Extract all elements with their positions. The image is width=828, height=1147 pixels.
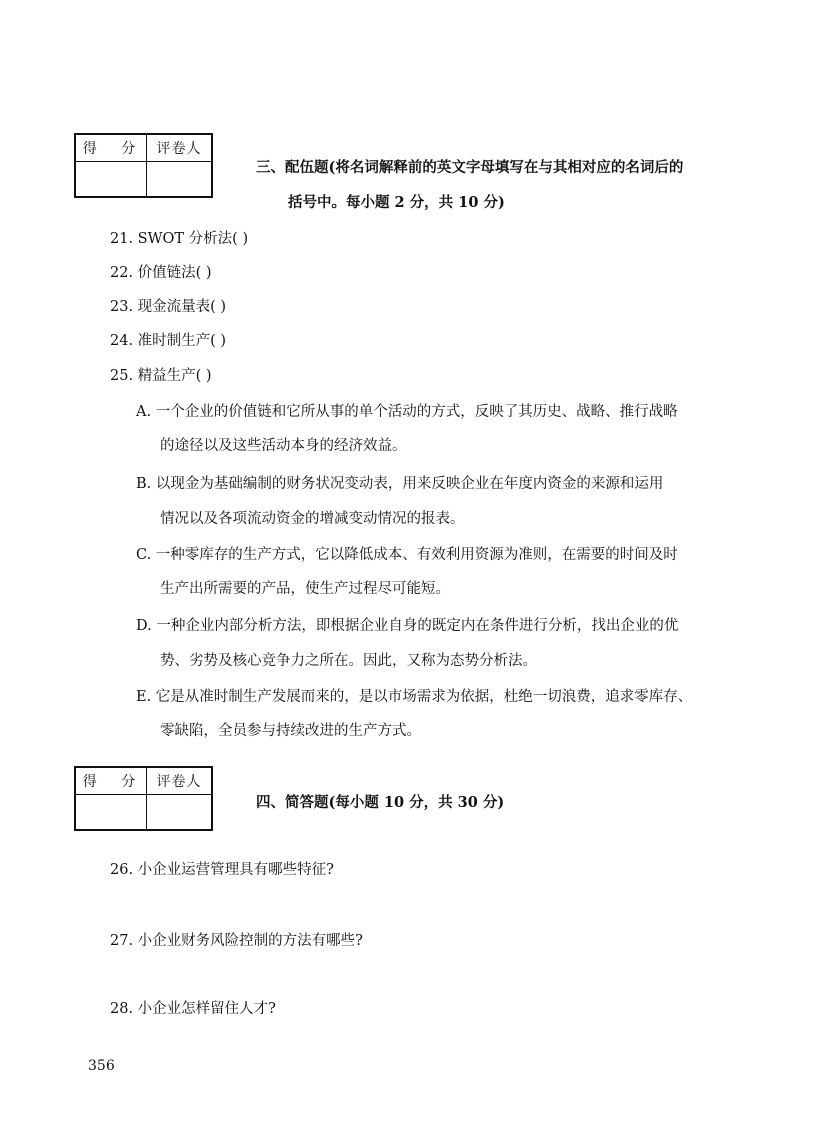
score-cell — [75, 795, 147, 831]
question-28: 28. 小企业怎样留住人才? — [110, 1001, 276, 1017]
section3-title-line2: 括号中。每小题 2 分，共 10 分) — [288, 194, 505, 211]
score-header: 得 分 — [75, 767, 147, 795]
option-a-line2: 的途径以及这些活动本身的经济效益。 — [160, 438, 407, 454]
question-25: 25. 精益生产( ) — [110, 368, 212, 384]
option-d-line1: D. 一种企业内部分析方法，即根据企业自身的既定内在条件进行分析，找出企业的优 — [136, 618, 679, 634]
section4-title: 四、简答题(每小题 10 分，共 30 分) — [256, 794, 505, 811]
grader-header: 评卷人 — [147, 767, 213, 795]
option-b-line2: 情况以及各项流动资金的增减变动情况的报表。 — [160, 511, 465, 527]
score-box-section3 — [74, 133, 213, 198]
option-e-line1: E. 它是从准时制生产发展而来的，是以市场需求为依据，杜绝一切浪费，追求零库存、 — [136, 689, 693, 705]
question-21: 21. SWOT 分析法( ) — [110, 231, 249, 247]
option-c-line2: 生产出所需要的产品，使生产过程尽可能短。 — [160, 581, 450, 597]
option-d-line2: 势、劣势及核心竞争力之所在。因此，又称为态势分析法。 — [160, 653, 537, 669]
section3-title-line1: 三、配伍题(将名词解释前的英文字母填写在与其相对应的名词后的 — [256, 159, 684, 176]
question-23: 23. 现金流量表( ) — [110, 299, 227, 315]
question-22: 22. 价值链法( ) — [110, 265, 212, 281]
question-26: 26. 小企业运营管理具有哪些特征? — [110, 862, 334, 878]
option-c-line1: C. 一种零库存的生产方式，它以降低成本、有效利用资源为准则，在需要的时间及时 — [136, 547, 678, 563]
grader-cell — [147, 795, 213, 831]
option-a-line1: A. 一个企业的价值链和它所从事的单个活动的方式，反映了其历史、战略、推行战略 — [136, 404, 678, 420]
option-b-line1: B. 以现金为基础编制的财务状况变动表，用来反映企业在年度内资金的来源和运用 — [136, 476, 664, 492]
question-24: 24. 准时制生产( ) — [110, 333, 227, 349]
option-e-line2: 零缺陷，全员参与持续改进的生产方式。 — [160, 723, 421, 739]
score-cell — [75, 162, 147, 198]
page-number: 356 — [88, 1058, 115, 1074]
score-box-section4 — [74, 766, 213, 831]
grader-header: 评卷人 — [147, 134, 213, 162]
grader-cell — [147, 162, 213, 198]
question-27: 27. 小企业财务风险控制的方法有哪些? — [110, 933, 363, 949]
score-header: 得 分 — [75, 134, 147, 162]
